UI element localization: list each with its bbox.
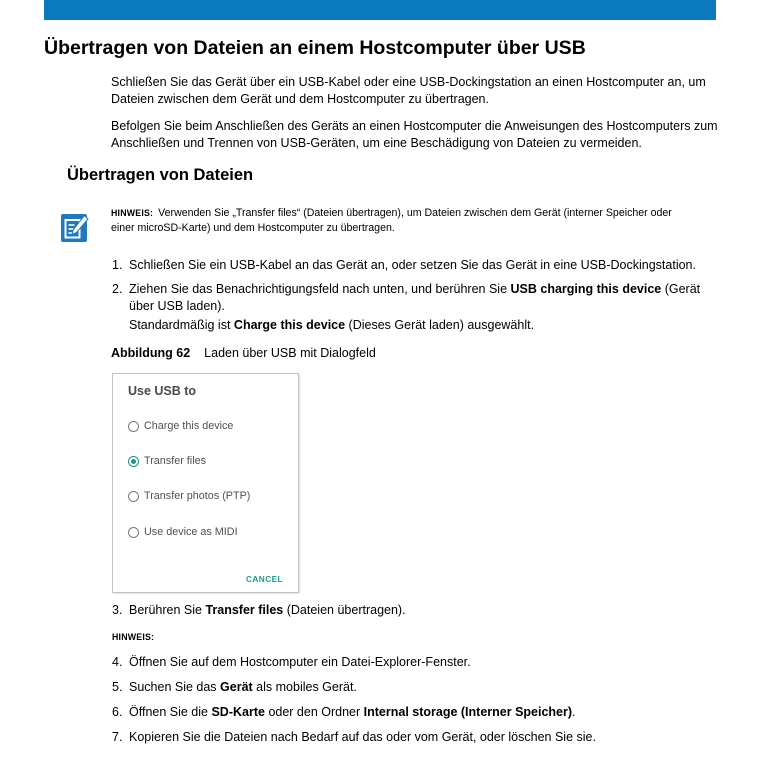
note-label: HINWEIS: <box>111 208 154 218</box>
step-text: Schließen Sie ein USB-Kabel an das Gerät an, oder setzen Sie das Gerät in eine USB-Dockingstation. <box>129 258 696 272</box>
note-line-1 <box>111 206 672 221</box>
step-text-line <box>129 602 732 619</box>
step-3 <box>112 602 732 619</box>
step-term: SD-Karte <box>211 705 265 719</box>
step-text: Berühren Sie <box>129 603 206 617</box>
header-bar <box>44 0 716 20</box>
section-title: Übertragen von Dateien <box>67 166 254 184</box>
step-number: 6. <box>112 705 123 719</box>
figure-caption-text: Laden über USB mit Dialogfeld <box>204 346 376 360</box>
detail-ui-term: Charge this device <box>233 318 346 332</box>
radio-option-transfer-files <box>128 455 293 469</box>
note-text-1: Verwenden Sie „Transfer files“ (Dateien übertragen), um Dateien zwischen dem Gerät (interner Speicher oder <box>158 207 672 219</box>
step-text: oder den Ordner <box>264 705 364 719</box>
step-text-line <box>129 704 732 721</box>
figure-caption <box>111 345 376 362</box>
detail-text: (Dieses Gerät laden) ausgewählt. <box>345 318 535 332</box>
radio-button-icon <box>128 421 139 432</box>
step-4 <box>112 654 732 671</box>
step-text: Suchen Sie das <box>129 680 221 694</box>
step-text: Ziehen Sie das Benachrichtigungsfeld nach unten, und berühren Sie <box>129 282 511 296</box>
step-text: (Gerät <box>661 282 701 296</box>
step-2 <box>112 281 732 315</box>
step-number: 1. <box>112 258 123 272</box>
step-text: Öffnen Sie die <box>129 705 212 719</box>
step-1 <box>112 257 732 274</box>
radio-option-charge <box>128 420 293 434</box>
step-7 <box>112 729 732 746</box>
usb-dialog-figure <box>112 373 299 593</box>
step-text: . <box>572 705 576 719</box>
step-ui-term: USB charging this device <box>510 282 662 296</box>
step-ui-term: Transfer files <box>205 603 284 617</box>
dialog-title: Use USB to <box>128 384 197 398</box>
intro-paragraph-2-line-2: Anschließen und Trennen von USB-Geräten, um eine Beschädigung von Dateien zu vermeiden. <box>111 136 642 150</box>
radio-option-label: Transfer files <box>144 455 206 467</box>
step-number: 7. <box>112 730 123 744</box>
step-number: 5. <box>112 680 123 694</box>
step-number: 2. <box>112 282 123 296</box>
radio-option-midi <box>128 526 293 540</box>
radio-option-label: Charge this device <box>144 420 234 432</box>
radio-option-transfer-photos <box>128 490 293 504</box>
step-6 <box>112 704 732 721</box>
step-term: Internal storage (Interner Speicher) <box>363 705 573 719</box>
note-label-2: HINWEIS: <box>112 632 155 642</box>
step-number: 4. <box>112 655 123 669</box>
step-2-detail <box>112 317 732 334</box>
step-text-line <box>129 679 732 696</box>
note-line-2: einer microSD-Karte) und dem Hostcomputer zu übertragen. <box>111 222 395 234</box>
intro-paragraph-2-line-1: Befolgen Sie beim Anschließen des Geräts an einen Hostcomputer die Anweisungen des Hostcomputers zum <box>111 119 718 133</box>
step-text-line-1 <box>129 281 732 298</box>
radio-button-icon <box>128 456 139 467</box>
intro-paragraph-1-line-2: Dateien zwischen dem Gerät und dem Hostcomputer zu übertragen. <box>111 92 489 106</box>
note-pencil-icon <box>61 212 89 243</box>
intro-paragraph-1 <box>111 74 706 108</box>
step-term: Gerät <box>220 680 253 694</box>
note-hint <box>111 206 672 236</box>
radio-option-label: Use device as MIDI <box>144 526 238 538</box>
page-title: Übertragen von Dateien an einem Hostcomputer über USB <box>44 37 586 59</box>
intro-paragraph-2 <box>111 118 718 152</box>
intro-paragraph-1-line-1: Schließen Sie das Gerät über ein USB-Kabel oder eine USB-Dockingstation an einen Hostcomputer an, um <box>111 75 706 89</box>
cancel-button: CANCEL <box>246 574 283 584</box>
step-text-line-2: über USB laden). <box>129 299 225 313</box>
detail-text: Standardmäßig ist <box>129 318 234 332</box>
step-text: (Dateien übertragen). <box>283 603 406 617</box>
step-text: als mobiles Gerät. <box>252 680 357 694</box>
step-number: 3. <box>112 603 123 617</box>
step-text: Öffnen Sie auf dem Hostcomputer ein Datei-Explorer-Fenster. <box>129 655 471 669</box>
figure-label: Abbildung 62 <box>111 346 191 360</box>
step-5 <box>112 679 732 696</box>
radio-button-icon <box>128 491 139 502</box>
step-text: Kopieren Sie die Dateien nach Bedarf auf das oder vom Gerät, oder löschen Sie sie. <box>129 730 596 744</box>
radio-option-label: Transfer photos (PTP) <box>144 490 251 502</box>
step-detail-text <box>129 317 732 334</box>
radio-button-icon <box>128 527 139 538</box>
